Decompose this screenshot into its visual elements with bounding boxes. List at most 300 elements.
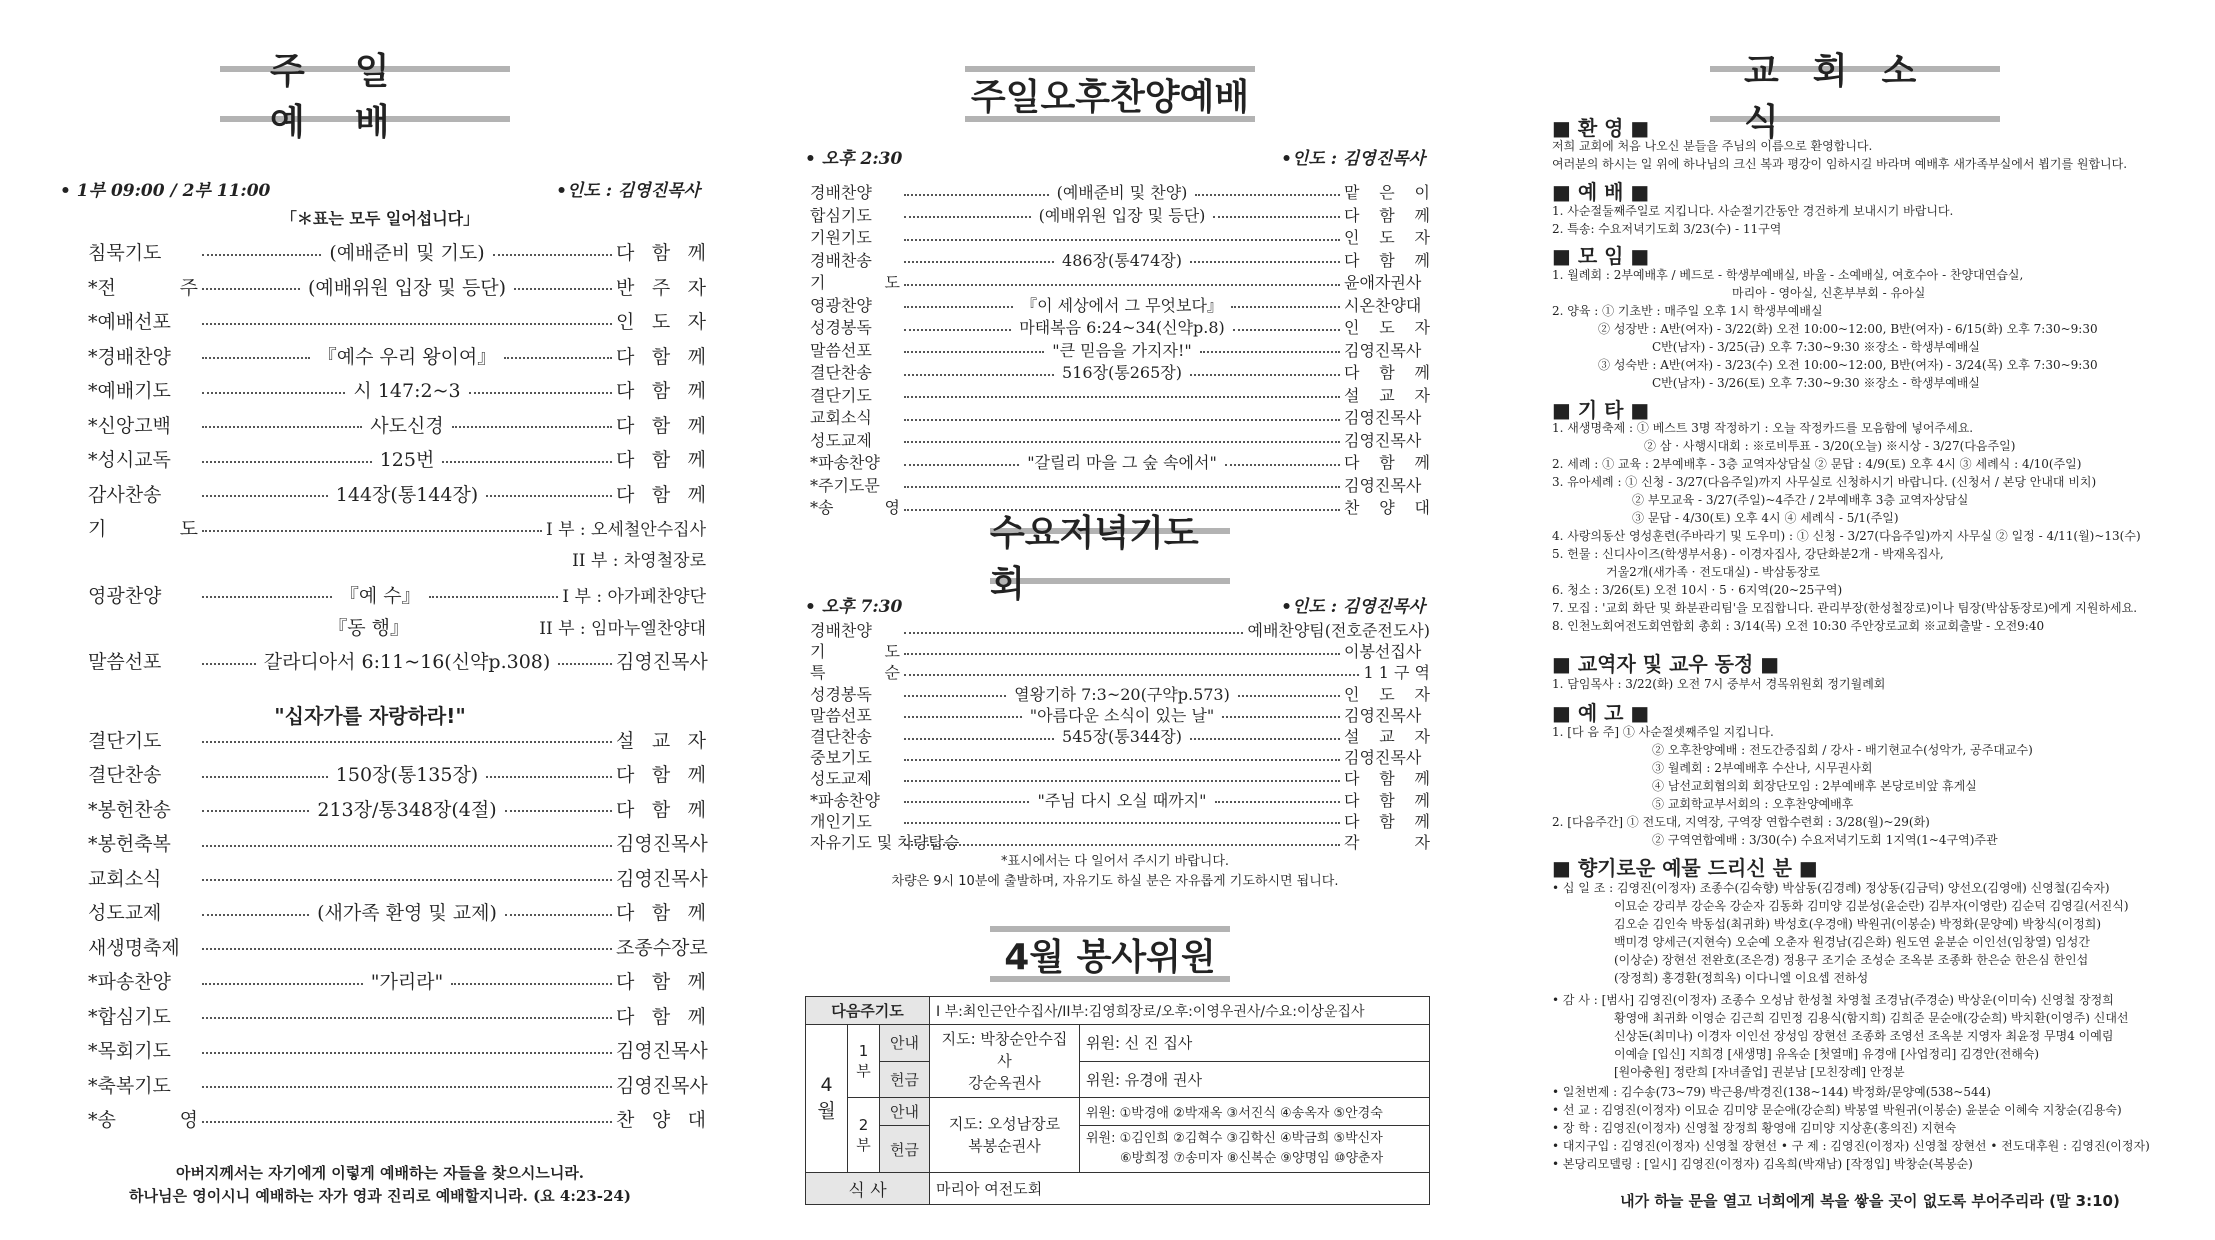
row-content: 갈라디아서 6:11~16(신약p.308) — [263, 651, 551, 673]
section-title-afternoon-worship: 주일오후찬양예배 — [965, 66, 1255, 122]
service-row — [810, 428, 1430, 451]
row-label: *봉헌축복 — [88, 833, 171, 855]
dot-leader — [1190, 261, 1340, 263]
row-content: (예배준비 및 기도) — [329, 242, 485, 264]
row-label: *예배선포 — [88, 311, 171, 333]
row-person: I 부 : 오세철안수집사 — [545, 520, 706, 540]
dot-leader — [904, 194, 1049, 196]
row-person: 설 교 자 — [1344, 385, 1430, 405]
dot-leader — [504, 357, 612, 359]
row-label: 교회소식 — [810, 408, 872, 427]
dot-leader — [904, 486, 1340, 488]
news-line: ③ 성숙반 : A반(여자) - 3/23(수) 오전 10:00~12:00, B반(여자) - 3/24(목) 오후 7:30~9:30 — [1598, 358, 2098, 372]
row-label: 말씀선포 — [88, 651, 162, 673]
dot-leader — [904, 759, 1340, 761]
row-person: II 부 : 임마누엘찬양대 — [539, 618, 706, 639]
news-heading: ■ 예 고 ■ — [1552, 701, 1650, 725]
row-label: *봉헌찬송 — [88, 798, 171, 821]
wednesday-leader: •인도 : 김영진목사 — [1281, 597, 1425, 617]
row-person: 인 도 자 — [1344, 318, 1431, 337]
dot-leader — [486, 495, 612, 497]
service-row — [88, 1002, 706, 1029]
dot-leader — [202, 596, 332, 598]
dot-leader — [486, 776, 612, 778]
news-line: C반(남자) - 3/25(금) 오후 7:30~9:30 ※장소 - 학생부예배실 — [1652, 340, 1980, 354]
row-person: 이봉선집사 — [1344, 642, 1422, 662]
servants-table — [805, 996, 1430, 1205]
service-row — [810, 618, 1430, 641]
dot-leader — [904, 695, 1006, 697]
part1-offering-members: 위원: 유경애 권사 — [1080, 1061, 1430, 1098]
row-content: 『이 세상에서 그 무엇보다』 — [1021, 295, 1223, 315]
row-content: (예배위원 입장 및 등단) — [307, 276, 507, 299]
service-row — [88, 546, 706, 571]
row-label: 결단기도 — [810, 385, 872, 405]
dot-leader — [202, 288, 300, 290]
news-line: 8. 인천노회여전도회연합회 총회 : 3/14(목) 오전 10:30 주안장로교회 ※교회출발 - 오전9:40 — [1552, 619, 2045, 633]
row-person: 김영진목사 — [616, 651, 708, 673]
part1-cell: 1부 — [848, 1025, 880, 1098]
row-label: 영광찬양 — [810, 295, 872, 315]
dot-leader — [904, 822, 1340, 824]
row-content: 545장(통344장) — [1062, 727, 1182, 746]
row-label: 교회소식 — [88, 867, 162, 890]
row-person: 김영진목사 — [616, 867, 708, 890]
meal-value: 마리아 여전도회 — [930, 1173, 1430, 1205]
row-content: "큰 믿음을 가지자!" — [1052, 340, 1192, 360]
service-row — [810, 180, 1430, 203]
row-person: 다 함 께 — [616, 971, 707, 993]
row-label: *합심기도 — [88, 1005, 171, 1028]
dot-leader — [202, 254, 321, 256]
row-content: "주님 다시 오실 때까지" — [1037, 790, 1207, 810]
row-label: *신앙고백 — [88, 414, 171, 437]
dot-leader — [202, 914, 309, 916]
dot-leader — [202, 357, 310, 359]
service-row — [88, 514, 706, 541]
service-row — [88, 581, 706, 608]
footer-line-1: 아버지께서는 자기에게 이렇게 예배하는 자들을 찾으시느니라. — [175, 1164, 585, 1182]
dot-leader — [904, 374, 1054, 376]
dot-leader — [558, 663, 612, 665]
month-cell: 4월 — [806, 1025, 848, 1173]
row-person: 찬 양 대 — [616, 1109, 706, 1131]
service-row — [810, 830, 1430, 853]
service-row — [810, 660, 1430, 683]
service-row — [810, 639, 1430, 662]
row-label: 결단찬송 — [88, 764, 162, 786]
row-label: *예배기도 — [88, 380, 171, 402]
row-label: 자유기도 및 차량탑승 — [810, 833, 960, 852]
row-person: 맡 은 이 — [1344, 183, 1431, 202]
row-person: 김영진목사 — [1344, 475, 1422, 495]
row-label: 감사찬송 — [88, 483, 162, 506]
service-row — [88, 307, 706, 334]
part2-guide-members: 위원: ①박경애 ②박재옥 ③서진식 ④송옥자 ⑤안경숙 — [1080, 1098, 1430, 1126]
service-row — [88, 647, 706, 674]
row-label: *송 영 — [810, 498, 900, 517]
part2-cell: 2부 — [848, 1098, 880, 1173]
row-label: *파송찬양 — [810, 453, 880, 472]
news-line: (장정희) 홍경환(정희옥) 이다니엘 이요셉 전하성 — [1614, 971, 1869, 985]
row-person: 1 1 구 역 — [1363, 663, 1430, 683]
dot-leader — [202, 845, 612, 847]
service-row — [810, 293, 1430, 316]
service-row — [810, 766, 1430, 789]
dot-leader — [904, 464, 1019, 466]
news-line: 1. [다 음 주] ① 사순절셋째주일 지킵니다. — [1552, 725, 1774, 739]
service-row — [810, 338, 1430, 361]
row-person: 다 함 께 — [1344, 453, 1430, 472]
news-line: 김오순 김인숙 박동섭(최귀화) 박성호(우경애) 박원귀(이봉순) 박정화(문양예) 박창식(이정희) — [1614, 917, 2102, 931]
service-leader: •인도 : 김영진목사 — [556, 181, 700, 201]
dot-leader — [202, 663, 256, 665]
part2-offering-line2: ⑥방희정 ⑦송미자 ⑧신복순 ⑨양명임 ⑩양춘자 — [1120, 1151, 1384, 1166]
service-row — [88, 613, 706, 640]
row-content: "갈릴리 마을 그 숲 속에서" — [1027, 453, 1217, 472]
row-person: 다 함 께 — [1344, 205, 1431, 225]
dot-leader — [904, 261, 1054, 263]
row-person: 김영진목사 — [616, 833, 708, 855]
news-line: ② 부모교육 - 3/27(주일)~4주간 / 2부예배후 3층 교역자상담실 — [1632, 493, 1969, 507]
news-line: 1. 월례회 : 2부예배후 / 베드로 - 학생부예배실, 바울 - 소예배실, 여호수아 - 찬양대연습실, — [1552, 268, 2024, 282]
footer-verse — [60, 1162, 700, 1208]
row-person: I 부 : 아가페찬양단 — [562, 586, 707, 607]
service-row — [810, 788, 1430, 811]
row-label: *주기도문 — [810, 475, 880, 495]
news-line: 저희 교회에 처음 나오신 분들을 주님의 이름으로 환영합니다. — [1552, 139, 1873, 153]
row-person: 찬 양 대 — [1344, 498, 1430, 517]
dot-leader — [904, 441, 1340, 443]
row-label: 중보기도 — [810, 748, 872, 768]
part2-director-line2: 복봉순권사 — [968, 1137, 1041, 1155]
service-row — [810, 703, 1430, 726]
row-person: 김영진목사 — [1344, 430, 1422, 450]
dot-leader — [904, 216, 1031, 218]
service-row — [88, 273, 706, 300]
news-line: ② 성장반 : A반(여자) - 3/22(화) 오전 10:00~12:00, B반(여자) - 6/15(화) 오후 7:30~9:30 — [1598, 322, 2098, 336]
row-label: 합심기도 — [810, 205, 872, 225]
row-label: 결단찬송 — [810, 363, 872, 382]
dot-leader — [1190, 738, 1340, 740]
service-row — [88, 898, 706, 925]
afternoon-time: • 오후 2:30 — [805, 149, 903, 169]
part2-guide-label: 안내 — [880, 1098, 930, 1126]
row-label: *목회기도 — [88, 1040, 171, 1062]
news-line: (이상순) 장현선 전완호(조은경) 정용구 조기순 조성순 조옥분 조종화 한은순 한은심 한인섭 — [1614, 953, 2089, 967]
service-row — [810, 383, 1430, 406]
row-label: *전 주 — [88, 276, 198, 299]
row-person: 다 함 께 — [616, 764, 707, 786]
part1-offering-label: 헌금 — [880, 1061, 930, 1098]
dot-leader — [904, 329, 1011, 331]
service-row — [810, 473, 1430, 496]
row-content: 486장(통474장) — [1062, 250, 1182, 270]
row-person: 김영진목사 — [616, 1040, 708, 1062]
row-label: 말씀선포 — [810, 340, 872, 360]
row-content: 열왕기하 7:3~20(구약p.573) — [1014, 684, 1230, 704]
dot-leader — [1190, 374, 1340, 376]
news-line: 2. 세례 : ① 교육 : 2부예배후 - 3층 교역자상담실 ② 문답 : 4/9(토) 오후 4시 ③ 세례식 : 4/10(주일) — [1552, 457, 2082, 471]
row-label: *경배찬양 — [88, 345, 171, 368]
sermon-title: "십자가를 자랑하라!" — [274, 704, 466, 728]
service-row — [88, 342, 706, 369]
dot-leader — [1233, 329, 1340, 331]
row-person: 다 함 께 — [616, 345, 706, 368]
row-label: 경배찬양 — [810, 621, 872, 640]
dot-leader — [904, 801, 1029, 803]
row-person: 김영진목사 — [1344, 705, 1422, 725]
service-row — [88, 376, 706, 403]
news-line: 백미경 양세근(지현숙) 오순예 오춘자 원경남(김은화) 원도연 윤분순 이인선(임창열) 임성간 — [1614, 935, 2090, 949]
row-content: 213장/통348장(4절) — [317, 798, 497, 821]
row-content: 144장(통144장) — [335, 483, 479, 506]
row-label: 경배찬송 — [810, 250, 872, 270]
part1-director-line1: 지도: 박창순안수집사 — [941, 1030, 1068, 1070]
dot-leader — [1238, 695, 1340, 697]
service-row — [88, 864, 706, 891]
row-label: 기 도 — [810, 273, 900, 292]
afternoon-meta — [805, 144, 1425, 169]
row-content: "가리라" — [370, 971, 444, 993]
row-label: 성도교제 — [88, 902, 162, 924]
row-label: 결단기도 — [88, 729, 162, 752]
dot-leader — [904, 351, 1044, 353]
news-line: 4. 사랑의동산 영성훈련(주바라기 및 도우미) : ① 신청 - 3/27(다음주일)까지 사무실 ② 일정 - 4/11(월)~13(수) — [1552, 529, 2141, 543]
row-person: 설 교 자 — [1344, 727, 1430, 746]
dot-leader — [442, 461, 612, 463]
row-content: 150장(통135장) — [335, 764, 479, 786]
row-person: 윤애자권사 — [1344, 273, 1422, 292]
news-line: 마리아 - 영아실, 신혼부부회 - 유아실 — [1732, 286, 1926, 300]
row-person: 다 함 께 — [1344, 250, 1430, 270]
dot-leader — [202, 530, 542, 532]
row-person: 시온찬양대 — [1344, 295, 1422, 315]
dot-leader — [1213, 216, 1340, 218]
dot-leader — [452, 426, 612, 428]
news-line: ③ 문답 - 4/30(토) 오후 4시 ④ 세례식 - 5/1(주일) — [1632, 511, 1899, 525]
service-row — [88, 795, 706, 822]
service-row — [810, 248, 1430, 271]
dot-leader — [202, 741, 612, 743]
news-line: 이묘순 강리부 강순옥 강순자 김동화 김미양 김분성(윤순란) 김부자(이영란) 김순덕 김영길(서진식) — [1614, 899, 2129, 913]
row-label: 개인기도 — [810, 811, 872, 831]
news-line: 6. 청소 : 3/26(토) 오전 10시 · 5 · 6지역(20~25구역) — [1552, 583, 1843, 597]
news-line: 거울2개(새가족 · 전도대실) - 박삼동장로 — [1606, 565, 1821, 579]
news-heading: ■ 모 임 ■ — [1552, 244, 1650, 268]
dot-leader — [904, 396, 1340, 398]
dot-leader — [202, 323, 612, 325]
service-row — [88, 829, 706, 856]
dot-leader — [904, 632, 1243, 634]
row-label: 특 순 — [810, 663, 900, 683]
service-row — [810, 682, 1430, 705]
row-label: 새생명축제 — [88, 936, 180, 959]
row-person: 인 도 자 — [1344, 228, 1430, 247]
service-row — [810, 225, 1430, 248]
row-label: *파송찬양 — [88, 971, 171, 993]
service-row — [810, 315, 1430, 338]
footer-line-2: 하나님은 영이시니 예배하는 자가 영과 진리로 예배할지니라. (요 4:23-24) — [129, 1187, 631, 1205]
row-person: 조종수장로 — [616, 936, 708, 959]
news-line: ② 구역연합예배 : 3/30(수) 수요저녁기도회 1지역(1~4구역)주관 — [1652, 833, 1998, 847]
row-label: 경배찬양 — [810, 183, 872, 202]
news-line: 황영애 최귀화 이영순 김근희 김민정 김용식(함지희) 김희준 문순애(강순희) 박치환(이영주) 신대선 — [1614, 1011, 2129, 1025]
section-title-april-servants: 4월 봉사위원 — [990, 926, 1230, 982]
news-line: [원아충원] 정란희 [자녀졸업] 권분남 [모친장례] 안정분 — [1614, 1065, 1905, 1079]
row-label: 성도교제 — [810, 430, 872, 450]
row-label: 기 도 — [88, 518, 198, 540]
row-person: 다 함 께 — [616, 449, 706, 471]
part2-offering-members — [1080, 1126, 1430, 1173]
part2-offering-line1: 위원: ①김인희 ②김혁수 ③김학신 ④박금희 ⑤박신자 — [1086, 1131, 1383, 1146]
row-content: (예배위원 입장 및 등단) — [1038, 205, 1206, 225]
service-row — [88, 1036, 706, 1063]
news-line: 7. 모집 : '교회 화단 및 화분관리팀'을 모집합니다. 관리부장(한성철장로)이나 팀장(박삼동장로)에게 지원하세요. — [1552, 601, 2138, 615]
part1-director-line2: 강순옥권사 — [968, 1074, 1041, 1092]
service-row — [88, 1105, 706, 1132]
dot-leader — [514, 288, 612, 290]
news-line: ② 삼 · 사행시대회 : ※로비투표 - 3/20(오늘) ※시상 - 3/27(다음주일) — [1644, 439, 2016, 453]
row-person: 각 자 — [1344, 833, 1430, 852]
wednesday-notes — [805, 852, 1425, 892]
row-person: 김영진목사 — [1344, 748, 1422, 768]
dot-leader — [202, 461, 372, 463]
dot-leader — [202, 776, 328, 778]
news-line: 2. 양육 : ① 기초반 : 매주일 오후 1시 학생부예배실 — [1552, 304, 1823, 318]
news-line: 1. 담임목사 : 3/22(화) 오전 7시 중부서 경목위원회 정기월례회 — [1552, 677, 1886, 691]
row-label: 성도교제 — [810, 769, 872, 789]
dot-leader — [505, 810, 612, 812]
part1-guide-label: 안내 — [880, 1025, 930, 1062]
news-line: ③ 월례회 : 2부예배후 수산나, 시무권사회 — [1652, 761, 1873, 775]
dot-leader — [1215, 801, 1340, 803]
row-label: 침묵기도 — [88, 242, 162, 264]
standing-note: 「＊표는 모두 일어섭니다」 — [280, 209, 480, 228]
dot-leader — [202, 1121, 612, 1123]
row-content: 마태복음 6:24~34(신약p.8) — [1019, 318, 1225, 337]
news-line: 3. 유아세례 : ① 신청 - 3/27(다음주일)까지 사무실로 신청하시기 바랍니다. (신청서 / 본당 안내대 비치) — [1552, 475, 2097, 489]
news-line: 여러분의 하시는 일 위에 하나님의 크신 복과 평강이 임하시길 바라며 예배후 새가족부실에서 뵙기를 원합니다. — [1552, 157, 2128, 171]
service-row — [88, 480, 706, 507]
row-person: 인 도 자 — [616, 311, 706, 333]
dot-leader — [1222, 716, 1340, 718]
row-person: 김영진목사 — [616, 1074, 708, 1097]
row-person: 다 함 께 — [616, 414, 707, 437]
section-title-church-news: 교회소식 — [1710, 66, 2000, 122]
section-title-sunday-worship: 주일예배 — [220, 66, 510, 122]
dot-leader — [904, 284, 1340, 286]
part2-director — [930, 1098, 1080, 1173]
row-person: 설 교 자 — [616, 729, 706, 752]
afternoon-leader: •인도 : 김영진목사 — [1281, 149, 1425, 169]
service-row — [810, 809, 1430, 832]
dot-leader — [904, 239, 1340, 241]
row-person: 다 함 께 — [616, 242, 707, 264]
row-label: *축복기도 — [88, 1074, 171, 1097]
service-row — [810, 203, 1430, 226]
row-label: 결단찬송 — [810, 727, 872, 746]
dot-leader — [505, 914, 612, 916]
news-line: • 십 일 조 : 김영진(이정자) 조종수(김숙향) 박삼동(김경례) 정상동(김금덕) 양선오(김영애) 신영철(김숙자) — [1552, 881, 2110, 895]
dot-leader — [202, 426, 362, 428]
news-line: 1. 새생명축제 : ① 베스트 3명 작정하기 : 오늘 작정카드를 모음함에 넣어주세요. — [1552, 421, 1974, 435]
row-content: "아름다운 소식이 있는 날" — [1029, 705, 1215, 725]
dot-leader — [904, 738, 1054, 740]
service-time: • 1부 09:00 / 2부 11:00 — [60, 181, 271, 201]
row-content: 『동 행』 — [328, 616, 409, 639]
row-content: 사도신경 — [370, 414, 444, 437]
row-person: 예배찬양팀(전호준전도사) — [1247, 621, 1430, 640]
row-person: 다 함 께 — [1344, 811, 1430, 831]
news-line: ④ 남선교회협의회 회장단모임 : 2부예배후 본당로비앞 휴게실 — [1652, 779, 1977, 793]
dot-leader — [1231, 306, 1340, 308]
row-content: (새가족 환영 및 교제) — [317, 902, 497, 924]
row-person: 다 함 께 — [616, 483, 707, 506]
row-person: 다 함 께 — [616, 380, 707, 402]
row-label: *성시교독 — [88, 449, 171, 471]
row-label: 기 도 — [810, 642, 900, 662]
row-label: 기원기도 — [810, 228, 872, 247]
news-line: 2. 특송: 수요저녁기도회 3/23(수) - 11구역 — [1552, 222, 1782, 236]
service-row — [88, 967, 706, 994]
dot-leader — [904, 674, 1359, 676]
dot-leader — [904, 306, 1013, 308]
row-label: 성경봉독 — [810, 684, 872, 704]
news-line: • 선 교 : 김영진(이정자) 이묘순 김미양 문순애(강순희) 박봉열 박원귀(이봉순) 윤분순 이혜숙 지창순(김용숙) — [1552, 1103, 2122, 1117]
news-line: • 감 사 : [범사] 김영진(이정자) 조종수 오성남 한성철 차영철 조경남(주경순) 박상운(이미숙) 신영철 장정희 — [1552, 993, 2114, 1007]
row-label: 성경봉독 — [810, 318, 872, 337]
service-row — [88, 238, 706, 265]
service-meta — [60, 176, 700, 201]
service-row — [88, 1071, 706, 1098]
row-person: 다 함 께 — [616, 798, 707, 821]
dot-leader — [1200, 351, 1340, 353]
dot-leader — [469, 392, 612, 394]
next-week-prayer-label: 다음주기도 — [806, 997, 930, 1025]
row-content: 125번 — [379, 449, 435, 471]
dot-leader — [1225, 464, 1340, 466]
service-row — [810, 270, 1430, 293]
news-line: 2. [다음주간] ① 전도대, 지역장, 구역장 연합수련회 : 3/28(월)~29(화) — [1552, 815, 1930, 829]
dot-leader — [202, 948, 612, 950]
news-heading: ■ 환 영 ■ — [1552, 116, 1650, 140]
news-line: • 장 학 : 김영진(이정자) 신영철 장정희 황영애 김미양 지상훈(홍의진) 지현숙 — [1552, 1121, 1957, 1135]
row-person: 다 함 께 — [1344, 790, 1430, 810]
row-person: II 부 : 차영철장로 — [572, 551, 706, 571]
row-person: 반 주 자 — [616, 276, 707, 299]
service-row — [810, 724, 1430, 747]
dot-leader — [451, 983, 612, 985]
dot-leader — [202, 1086, 612, 1088]
row-person: 인 도 자 — [1344, 684, 1431, 704]
row-label: 영광찬양 — [88, 584, 162, 607]
dot-leader — [904, 780, 1340, 782]
news-heading: ■ 향기로운 예물 드리신 분 ■ — [1552, 856, 1818, 880]
service-row — [88, 411, 706, 438]
dot-leader — [904, 716, 1022, 718]
news-line: • 일천번제 : 김수송(73~79) 박근용/박경진(138~144) 박정화/문양예(538~544) — [1552, 1085, 1991, 1099]
news-heading: ■ 예 배 ■ — [1552, 180, 1650, 204]
wednesday-time: • 오후 7:30 — [805, 597, 903, 617]
news-line: 1. 사순절둘째주일로 지킵니다. 사순절기간동안 경건하게 보내시기 바랍니다. — [1552, 204, 1954, 218]
dot-leader — [904, 653, 1340, 655]
dot-leader — [202, 495, 328, 497]
dot-leader — [429, 596, 559, 598]
part1-director — [930, 1025, 1080, 1098]
malachi-verse: 내가 하늘 문을 열고 너희에게 복을 쌓을 곳이 없도록 부어주리라 (말 3:10) — [1620, 1192, 2120, 1210]
row-person: 김영진목사 — [1344, 408, 1422, 427]
